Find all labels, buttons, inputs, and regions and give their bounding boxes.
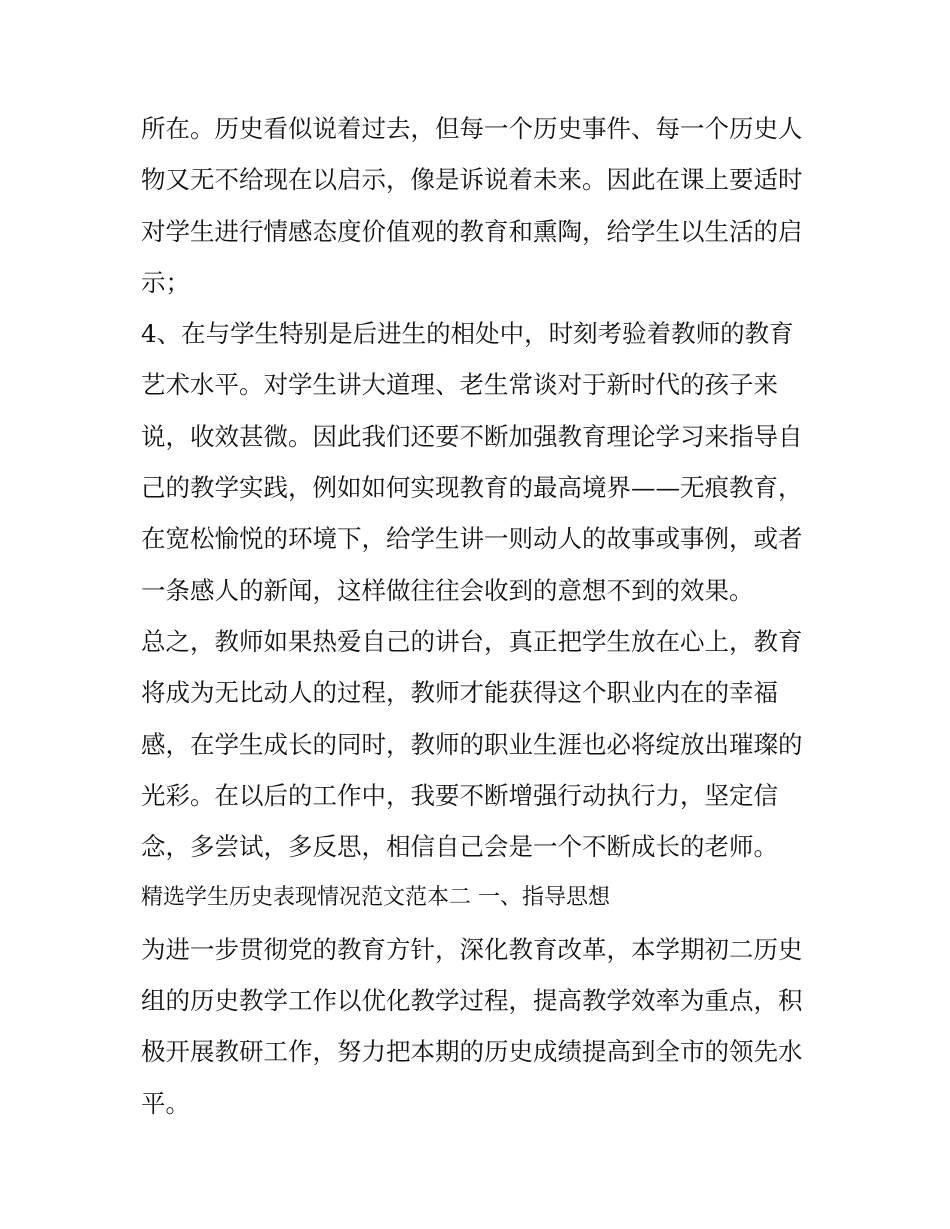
document-body xyxy=(141,103,813,1129)
text-line-10: 一条感人的新闻，这样做往往会收到的意想不到的效果。 xyxy=(141,575,754,605)
text-line-4: 示； xyxy=(141,267,190,297)
text-line-12: 将成为无比动人的过程，教师才能获得这个职业内在的幸福 xyxy=(141,678,778,708)
text-line-14: 光彩。在以后的工作中，我要不断增强行动执行力，坚定信 xyxy=(141,780,778,810)
text-line-8: 己的教学实践，例如如何实现教育的最高境界——无痕教育， xyxy=(141,473,803,503)
text-line-13: 感，在学生成长的同时，教师的职业生涯也必将绽放出璀璨的 xyxy=(141,729,803,759)
section-heading: 精选学生历史表现情况范文范本二 一、指导思想 xyxy=(141,885,610,911)
text-line-18: 组的历史教学工作以优化教学过程，提高教学效率为重点，积 xyxy=(141,986,803,1016)
text-line-2: 物又无不给现在以启示，像是诉说着未来。因此在课上要适时 xyxy=(141,165,803,195)
text-line-11: 总之，教师如果热爱自己的讲台，真正把学生放在心上，教育 xyxy=(141,626,803,656)
text-line-17: 为进一步贯彻党的教育方针，深化教育改革，本学期初二历史 xyxy=(141,934,803,964)
text-line-5: 4、在与学生特别是后进生的相处中，时刻考验着教师的教育 xyxy=(141,319,794,349)
text-line-15: 念，多尝试，多反思，相信自己会是一个不断成长的老师。 xyxy=(141,832,778,862)
text-line-9: 在宽松愉悦的环境下，给学生讲一则动人的故事或事例，或者 xyxy=(141,524,803,554)
text-line-6: 艺术水平。对学生讲大道理、老生常谈对于新时代的孩子来 xyxy=(141,370,778,400)
text-line-1: 所在。历史看似说着过去，但每一个历史事件、每一个历史人 xyxy=(141,114,803,143)
text-line-19: 极开展教研工作，努力把本期的历史成绩提高到全市的领先水 xyxy=(141,1037,803,1067)
text-line-20: 平。 xyxy=(141,1088,190,1118)
text-line-3: 对学生进行情感态度价值观的教育和熏陶，给学生以生活的启 xyxy=(141,216,803,246)
text-line-7: 说，收效甚微。因此我们还要不断加强教育理论学习来指导自 xyxy=(141,421,803,451)
